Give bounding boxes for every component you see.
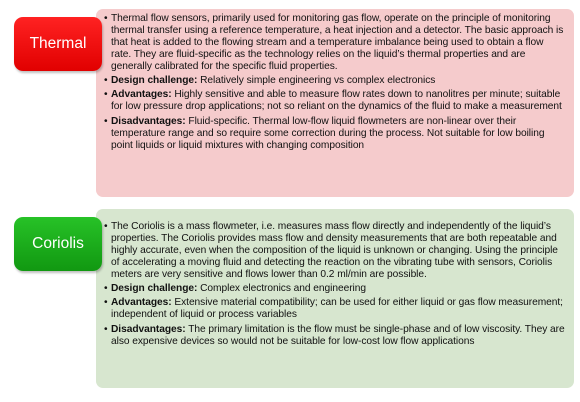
thermal-bullet-list [104,13,566,154]
thermal-description: Thermal flow sensors, primarily used for monitoring gas flow, operate on the principle of monitoring thermal transfer using a reference temperature, a heat injection and a detector. The basic approach is that heat is added to the flowing stream and a temperature imbalance being used to obtain a flow rate. They are fluid-specific as the technology relies on the liquid’s thermal properties and are generally calibrated for the specific fluid properties. [111,13,564,72]
coriolis-description-item [104,221,566,281]
coriolis-disadvantages-item [104,324,566,348]
coriolis-design-challenge-heading: Design challenge: [111,283,198,295]
coriolis-label-box [14,217,102,271]
coriolis-label: Coriolis [32,235,84,252]
coriolis-disadvantages-text: The primary limitation is the flow must be single-phase and of low viscosity. They are also expensive devices so would not be suitable for low-cost low flow applications [111,323,565,347]
thermal-advantages-heading: Advantages: [111,89,172,101]
thermal-disadvantages-item [104,116,566,152]
coriolis-advantages-heading: Advantages: [111,297,172,309]
thermal-description-item [104,13,566,73]
thermal-disadvantages-heading: Disadvantages: [111,115,186,127]
thermal-advantages-item [104,89,566,113]
thermal-advantages-text: Highly sensitive and able to measure flow rates down to nanolitres per minute; suitable for low pressure drop applications; not so reliant on the dynamics of the fluid to make a measurement [111,89,562,113]
thermal-design-challenge-item [104,75,566,87]
thermal-label-box [14,17,102,71]
coriolis-bullet-list [104,221,566,350]
thermal-disadvantages-text: Fluid-specific. Thermal low-flow liquid flowmeters are non-linear over their temperature range and so require some correction during the process. Not suitable for low boiling point liquids or liquid mixtures with changing composition [111,115,545,151]
coriolis-description: The Coriolis is a mass flowmeter, i.e. measures mass flow directly and independently of the liquid’s properties. The Coriolis provides mass flow and density measurements that are both repeatable and highly accurate, even when the composition of the liquid is unknown or changing. Using the principle of accelerating a moving fluid and detecting the reaction on the vibrating tube with sensors, Coriolis meters are very sensitive and flows lower than 0.2 ml/min are possible. [111,221,558,280]
thermal-design-challenge-heading: Design challenge: [111,75,198,87]
coriolis-advantages-item [104,297,566,321]
coriolis-disadvantages-heading: Disadvantages: [111,323,186,335]
coriolis-design-challenge-item [104,283,566,295]
thermal-design-challenge-text: Relatively simple engineering vs complex electronics [197,75,436,87]
coriolis-advantages-text: Extensive material compatibility; can be used for either liquid or gas flow measurement; independent of liquid or process variables [111,297,563,321]
coriolis-design-challenge-text: Complex electronics and engineering [197,283,367,295]
thermal-label: Thermal [29,35,87,52]
